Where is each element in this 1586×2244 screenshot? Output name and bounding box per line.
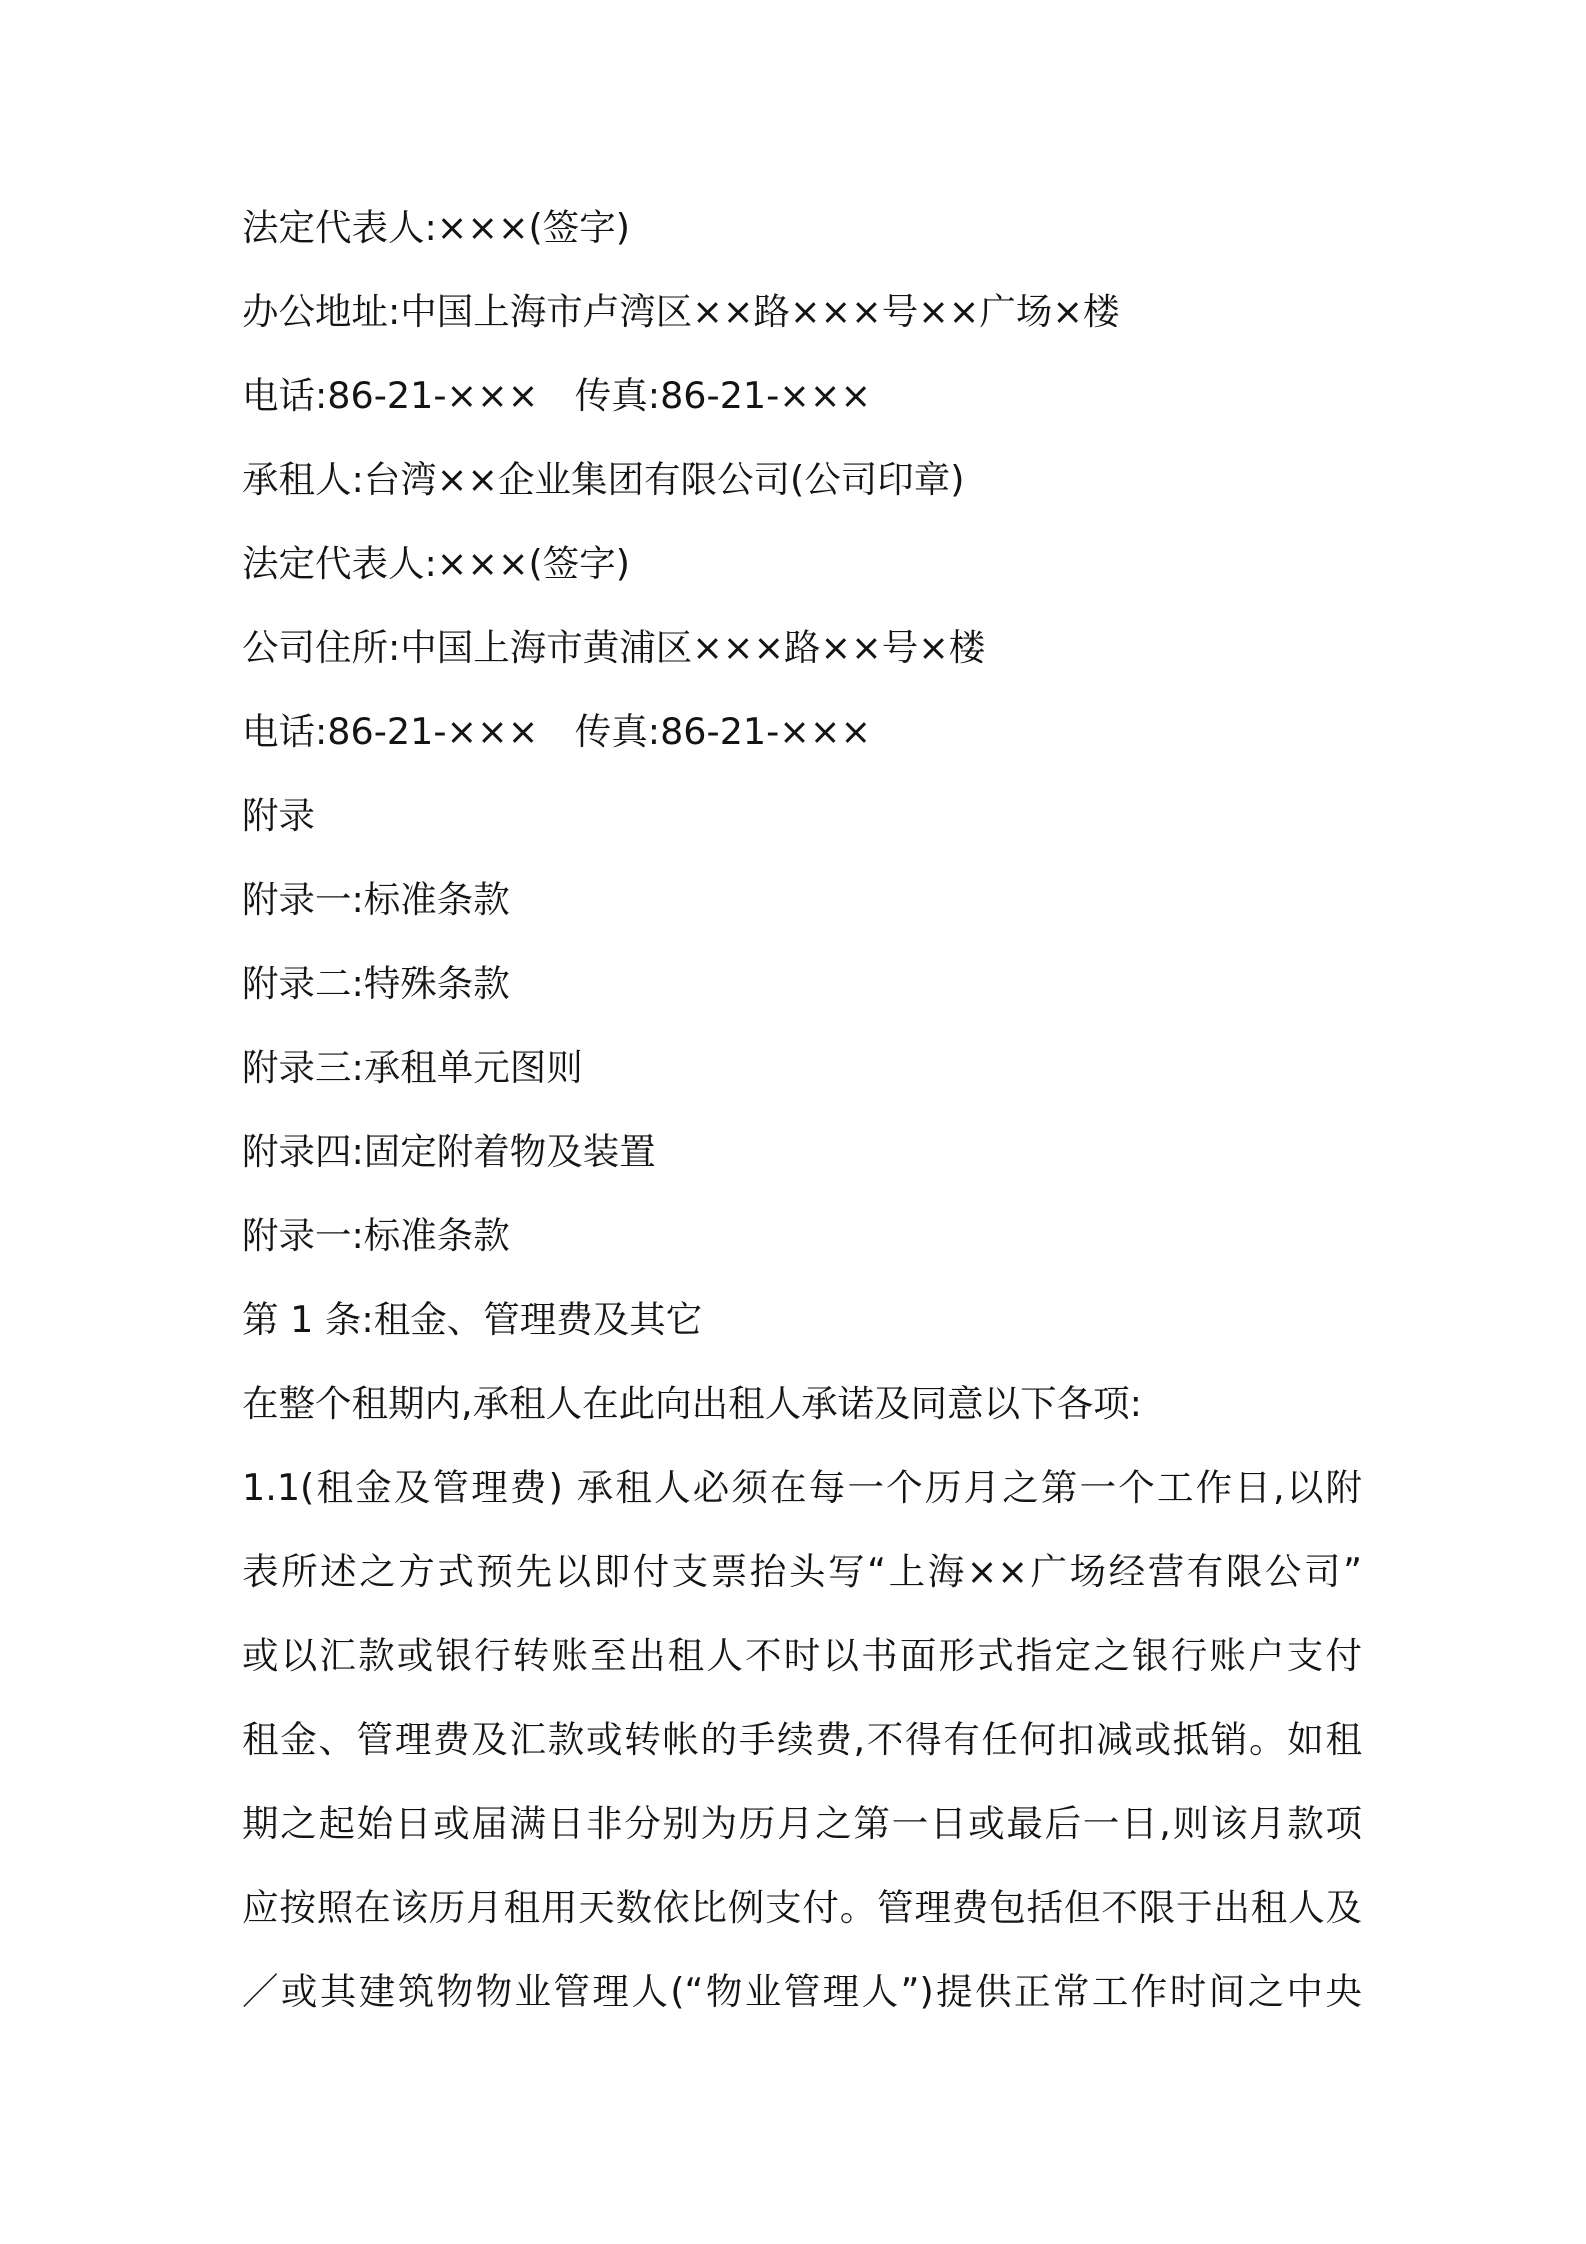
paragraph-line: 或以汇款或银行转账至出租人不时以书面形式指定之银行账户支付	[242, 1634, 1362, 1677]
paragraph-line: ／或其建筑物物业管理人(“物业管理人”)提供正常工作时间之中央	[242, 1970, 1362, 2013]
clause-1-1-paragraph	[242, 1458, 1362, 2046]
office-address-line: 办公地址:中国上海市卢湾区××路×××号××广场×楼	[242, 290, 1120, 333]
legal-representative-line: 法定代表人:×××(签字)	[242, 206, 631, 249]
intro-sentence: 在整个租期内,承租人在此向出租人承诺及同意以下各项:	[242, 1382, 1142, 1425]
paragraph-line: 租金、管理费及汇款或转帐的手续费,不得有任何扣减或抵销。如租	[242, 1718, 1362, 1761]
phone-fax-line: 电话:86-21-××× 传真:86-21-×××	[242, 374, 872, 417]
article-title: 第 1 条:租金、管理费及其它	[242, 1298, 703, 1341]
company-address-line: 公司住所:中国上海市黄浦区×××路××号×楼	[242, 626, 986, 669]
appendix-item: 附录一:标准条款	[242, 878, 510, 921]
paragraph-line: 表所述之方式预先以即付支票抬头写“上海××广场经营有限公司”	[242, 1550, 1362, 1593]
phone-fax-line: 电话:86-21-××× 传真:86-21-×××	[242, 710, 872, 753]
appendix-item: 附录二:特殊条款	[242, 962, 510, 1005]
paragraph-line: 期之起始日或届满日非分别为历月之第一日或最后一日,则该月款项	[242, 1802, 1362, 1845]
legal-representative-line: 法定代表人:×××(签字)	[242, 542, 631, 585]
paragraph-line: 应按照在该历月租用天数依比例支付。管理费包括但不限于出租人及	[242, 1886, 1362, 1929]
appendix-heading: 附录	[242, 794, 315, 837]
paragraph-line: 1.1(租金及管理费) 承租人必须在每一个历月之第一个工作日,以附	[242, 1466, 1362, 1509]
appendix-item: 附录四:固定附着物及装置	[242, 1130, 656, 1173]
appendix-item: 附录三:承租单元图则	[242, 1046, 583, 1089]
appendix-section-title: 附录一:标准条款	[242, 1214, 510, 1257]
lessee-line: 承租人:台湾××企业集团有限公司(公司印章)	[242, 458, 965, 501]
contract-text	[242, 198, 1362, 2046]
